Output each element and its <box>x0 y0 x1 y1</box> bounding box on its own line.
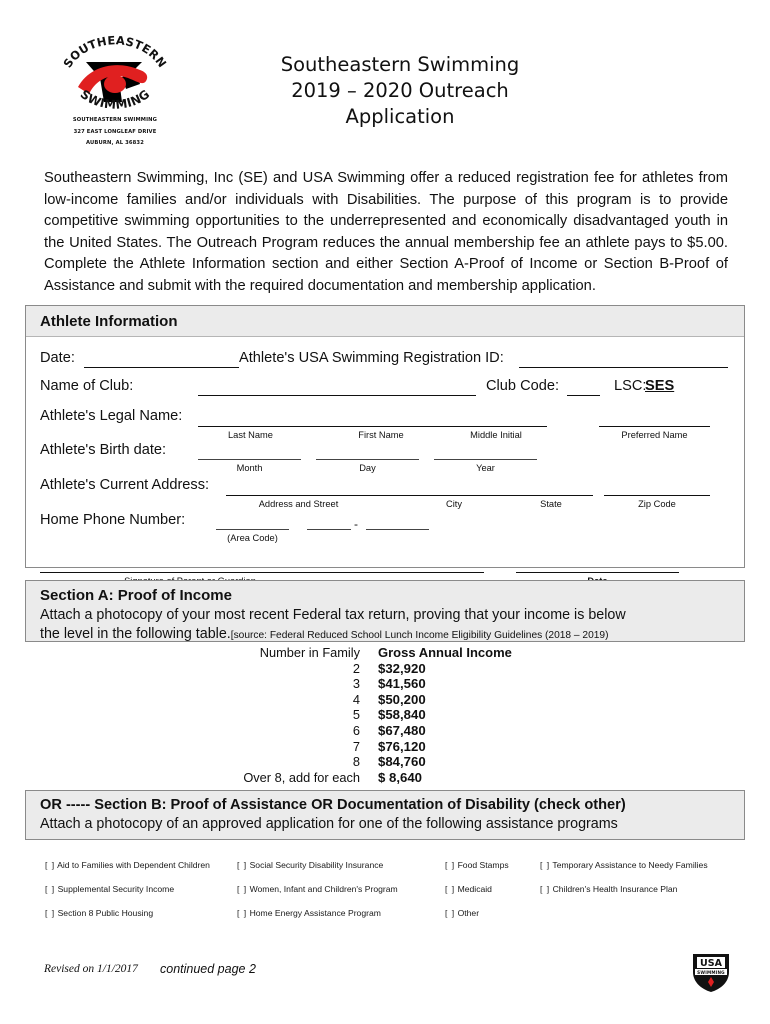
table-row <box>232 739 512 755</box>
caption-year: Year <box>476 463 495 473</box>
southeastern-swimming-logo <box>45 32 185 149</box>
checkbox-home-energy-assistance-program[interactable] <box>237 908 381 918</box>
checkbox-icon[interactable]: [ ] <box>540 884 551 894</box>
gross-annual-income: $41,560 <box>378 676 426 692</box>
caption-address-street: Address and Street <box>258 499 339 509</box>
checkbox-icon[interactable]: [ ] <box>445 860 456 870</box>
birth-date-label: Athlete's Birth date: <box>40 442 167 458</box>
athlete-information-fields <box>26 337 744 598</box>
checkbox-icon[interactable]: [ ] <box>445 884 456 894</box>
table-row <box>232 770 512 786</box>
logo-address-line-1: SOUTHEASTERN SWIMMING <box>72 117 158 123</box>
caption-state: State <box>540 499 562 509</box>
phone-area-code-input[interactable] <box>216 529 289 530</box>
caption-area-code: (Area Code) <box>227 533 278 543</box>
checkbox-label: Section 8 Public Housing <box>57 908 154 918</box>
registration-id-input[interactable] <box>519 367 728 368</box>
birth-year-input[interactable] <box>434 459 537 460</box>
club-name-label: Name of Club: <box>40 378 134 394</box>
gross-annual-income: $50,200 <box>378 691 426 707</box>
club-name-input[interactable] <box>198 395 476 396</box>
gross-annual-income: $76,120 <box>378 738 426 754</box>
southeastern-swimming-swimmer-logo-icon <box>56 32 174 114</box>
checkbox-row <box>25 884 745 908</box>
family-size: 4 <box>352 691 360 707</box>
gross-annual-income: $58,840 <box>378 707 426 723</box>
section-b-instruction: Attach a photocopy of an approved application for one of the following assistance programs <box>40 816 618 832</box>
footer-revised-date: Revised on 1/1/2017 <box>44 963 138 975</box>
checkbox-icon[interactable]: [ ] <box>237 908 248 918</box>
income-eligibility-table <box>232 645 532 785</box>
checkbox-label: Supplemental Security Income <box>57 884 175 894</box>
signature-date-input[interactable] <box>516 572 679 573</box>
checkbox-label: Other <box>457 908 480 918</box>
section-a-proof-of-income <box>25 580 745 642</box>
section-a-heading: Section A: Proof of Income <box>40 587 232 604</box>
preferred-name-input[interactable] <box>599 426 710 427</box>
caption-month: Month <box>236 463 263 473</box>
gross-annual-income: $84,760 <box>378 754 426 770</box>
checkbox-label: Temporary Assistance to Needy Families <box>552 860 708 870</box>
address-input[interactable] <box>226 495 593 496</box>
checkbox-other[interactable] <box>445 908 479 918</box>
address-label: Athlete's Current Address: <box>40 477 210 493</box>
club-code-label: Club Code: <box>486 378 560 394</box>
caption-middle-initial: Middle Initial <box>470 430 522 440</box>
svg-text:USA: USA <box>700 958 722 970</box>
phone-suffix-input[interactable] <box>366 529 429 530</box>
document-header <box>0 0 770 150</box>
section-b-proof-of-assistance <box>25 790 745 840</box>
phone-label: Home Phone Number: <box>40 512 186 528</box>
family-size: Over 8, add for each <box>243 769 360 785</box>
checkbox-icon[interactable]: [ ] <box>45 908 56 918</box>
column-header-income: Gross Annual Income <box>378 645 512 660</box>
caption-last-name: Last Name <box>228 430 273 440</box>
checkbox-icon[interactable]: [ ] <box>237 884 248 894</box>
usa-swimming-shield-logo-icon <box>688 950 734 994</box>
svg-text:SWIMMING: SWIMMING <box>697 969 725 975</box>
assistance-programs-checklist <box>25 860 745 932</box>
table-row <box>232 723 512 739</box>
checkbox-row <box>25 860 745 884</box>
legal-name-label: Athlete's Legal Name: <box>40 408 183 424</box>
income-table <box>232 645 512 785</box>
zip-code-input[interactable] <box>604 495 710 496</box>
table-row <box>232 676 512 692</box>
family-size: 5 <box>352 707 360 723</box>
svg-text:SOUTHEASTERN: SOUTHEASTERN <box>60 33 170 71</box>
checkbox-label: Aid to Families with Dependent Children <box>57 860 210 870</box>
logo-address-line-2: 327 EAST LONGLEAF DRIVE <box>73 128 157 135</box>
table-row <box>232 692 512 708</box>
date-label: Date: <box>40 350 75 366</box>
checkbox-label: Social Security Disability Insurance <box>249 860 384 870</box>
caption-preferred-name: Preferred Name <box>621 430 688 440</box>
checkbox-icon[interactable]: [ ] <box>445 908 456 918</box>
section-b-heading: OR ----- Section B: Proof of Assistance OR Documentation of Disability (check other) <box>40 797 626 813</box>
gross-annual-income: $ 8,640 <box>378 769 422 785</box>
gross-annual-income: $67,480 <box>378 722 426 738</box>
table-header-row <box>232 645 512 661</box>
club-code-input[interactable] <box>567 395 600 396</box>
lsc-label: LSC: <box>614 378 647 394</box>
registration-id-label: Athlete's USA Swimming Registration ID: <box>239 350 504 366</box>
checkbox-label: Home Energy Assistance Program <box>249 908 381 918</box>
footer-continued-note: continued page 2 <box>160 962 256 976</box>
birth-day-input[interactable] <box>316 459 419 460</box>
checkbox-row <box>25 908 745 932</box>
family-size: 8 <box>352 754 360 770</box>
checkbox-section-8-public-housing[interactable] <box>45 908 153 918</box>
gross-annual-income: $32,920 <box>378 660 426 676</box>
logo-address-line-3: AUBURN, AL 36832 <box>86 140 144 146</box>
checkbox-icon[interactable]: [ ] <box>45 860 56 870</box>
checkbox-supplemental-security-income[interactable] <box>45 884 174 894</box>
checkbox-label: Women, Infant and Children's Program <box>249 884 398 894</box>
table-row <box>232 754 512 770</box>
title-line-2: 2019 – 2020 Outreach <box>291 79 509 102</box>
section-a-instruction-line-2: the level in the following table. <box>40 626 231 642</box>
checkbox-icon[interactable]: [ ] <box>540 860 551 870</box>
athlete-information-section <box>25 305 745 568</box>
family-size: 6 <box>352 722 360 738</box>
checkbox-women-infant-and-childrens-program[interactable] <box>237 884 398 894</box>
title-line-3: Application <box>345 105 455 128</box>
checkbox-aid-to-families-with-dependent-children[interactable] <box>45 860 210 870</box>
caption-day: Day <box>359 463 376 473</box>
date-input[interactable] <box>84 367 239 368</box>
caption-first-name: First Name <box>358 430 404 440</box>
page-title <box>190 52 610 130</box>
checkbox-social-security-disability-insurance[interactable] <box>237 860 383 870</box>
family-size: 2 <box>352 660 360 676</box>
checkbox-label: Medicaid <box>457 884 492 894</box>
birth-month-input[interactable] <box>198 459 301 460</box>
checkbox-label: Children's Health Insurance Plan <box>552 884 678 894</box>
family-size: 7 <box>352 738 360 754</box>
section-a-instruction-line-1: Attach a photocopy of your most recent Federal tax return, proving that your income is below <box>40 607 626 623</box>
table-row <box>232 707 512 723</box>
checkbox-icon[interactable]: [ ] <box>45 884 56 894</box>
table-row <box>232 661 512 677</box>
lsc-value: SES <box>645 378 675 394</box>
athlete-information-heading: Athlete Information <box>26 306 744 337</box>
signature-input[interactable] <box>40 572 484 573</box>
checkbox-icon[interactable]: [ ] <box>237 860 248 870</box>
legal-name-input[interactable] <box>198 426 547 427</box>
svg-text:SWIMMING: SWIMMING <box>77 86 153 112</box>
family-size: 3 <box>352 676 360 692</box>
title-line-1: Southeastern Swimming <box>280 53 520 76</box>
intro-paragraph: Southeastern Swimming, Inc (SE) and USA Swimming offer a reduced registration fee for athletes from low-income families and/or individuals with Disabilities. The purpose of this program is to provide competitive swimming opportunities to the underrepresented and economically disadvantaged youth in the United States. The Outreach Program reduces the annual membership fee an athlete pays to $5.00. Complete the Athlete Information section and either Section A-Proof of Income or Section B-Proof of Assistance and submit with the required documentation and membership application. <box>44 170 728 294</box>
section-a-source-note: [source: Federal Reduced School Lunch Income Eligibility Guidelines (2018 – 2019) <box>230 630 609 641</box>
checkbox-temporary-assistance-to-needy-families[interactable] <box>540 860 708 870</box>
phone-prefix-input[interactable] <box>307 529 351 530</box>
checkbox-label: Food Stamps <box>457 860 509 870</box>
column-header-family: Number in Family <box>259 645 360 660</box>
checkbox-medicaid[interactable] <box>445 884 492 894</box>
caption-city: City <box>445 499 462 509</box>
checkbox-food-stamps[interactable] <box>445 860 509 870</box>
phone-separator: - <box>354 517 358 531</box>
checkbox-childrens-health-insurance-plan[interactable] <box>540 884 677 894</box>
caption-zip-code: Zip Code <box>638 499 676 509</box>
